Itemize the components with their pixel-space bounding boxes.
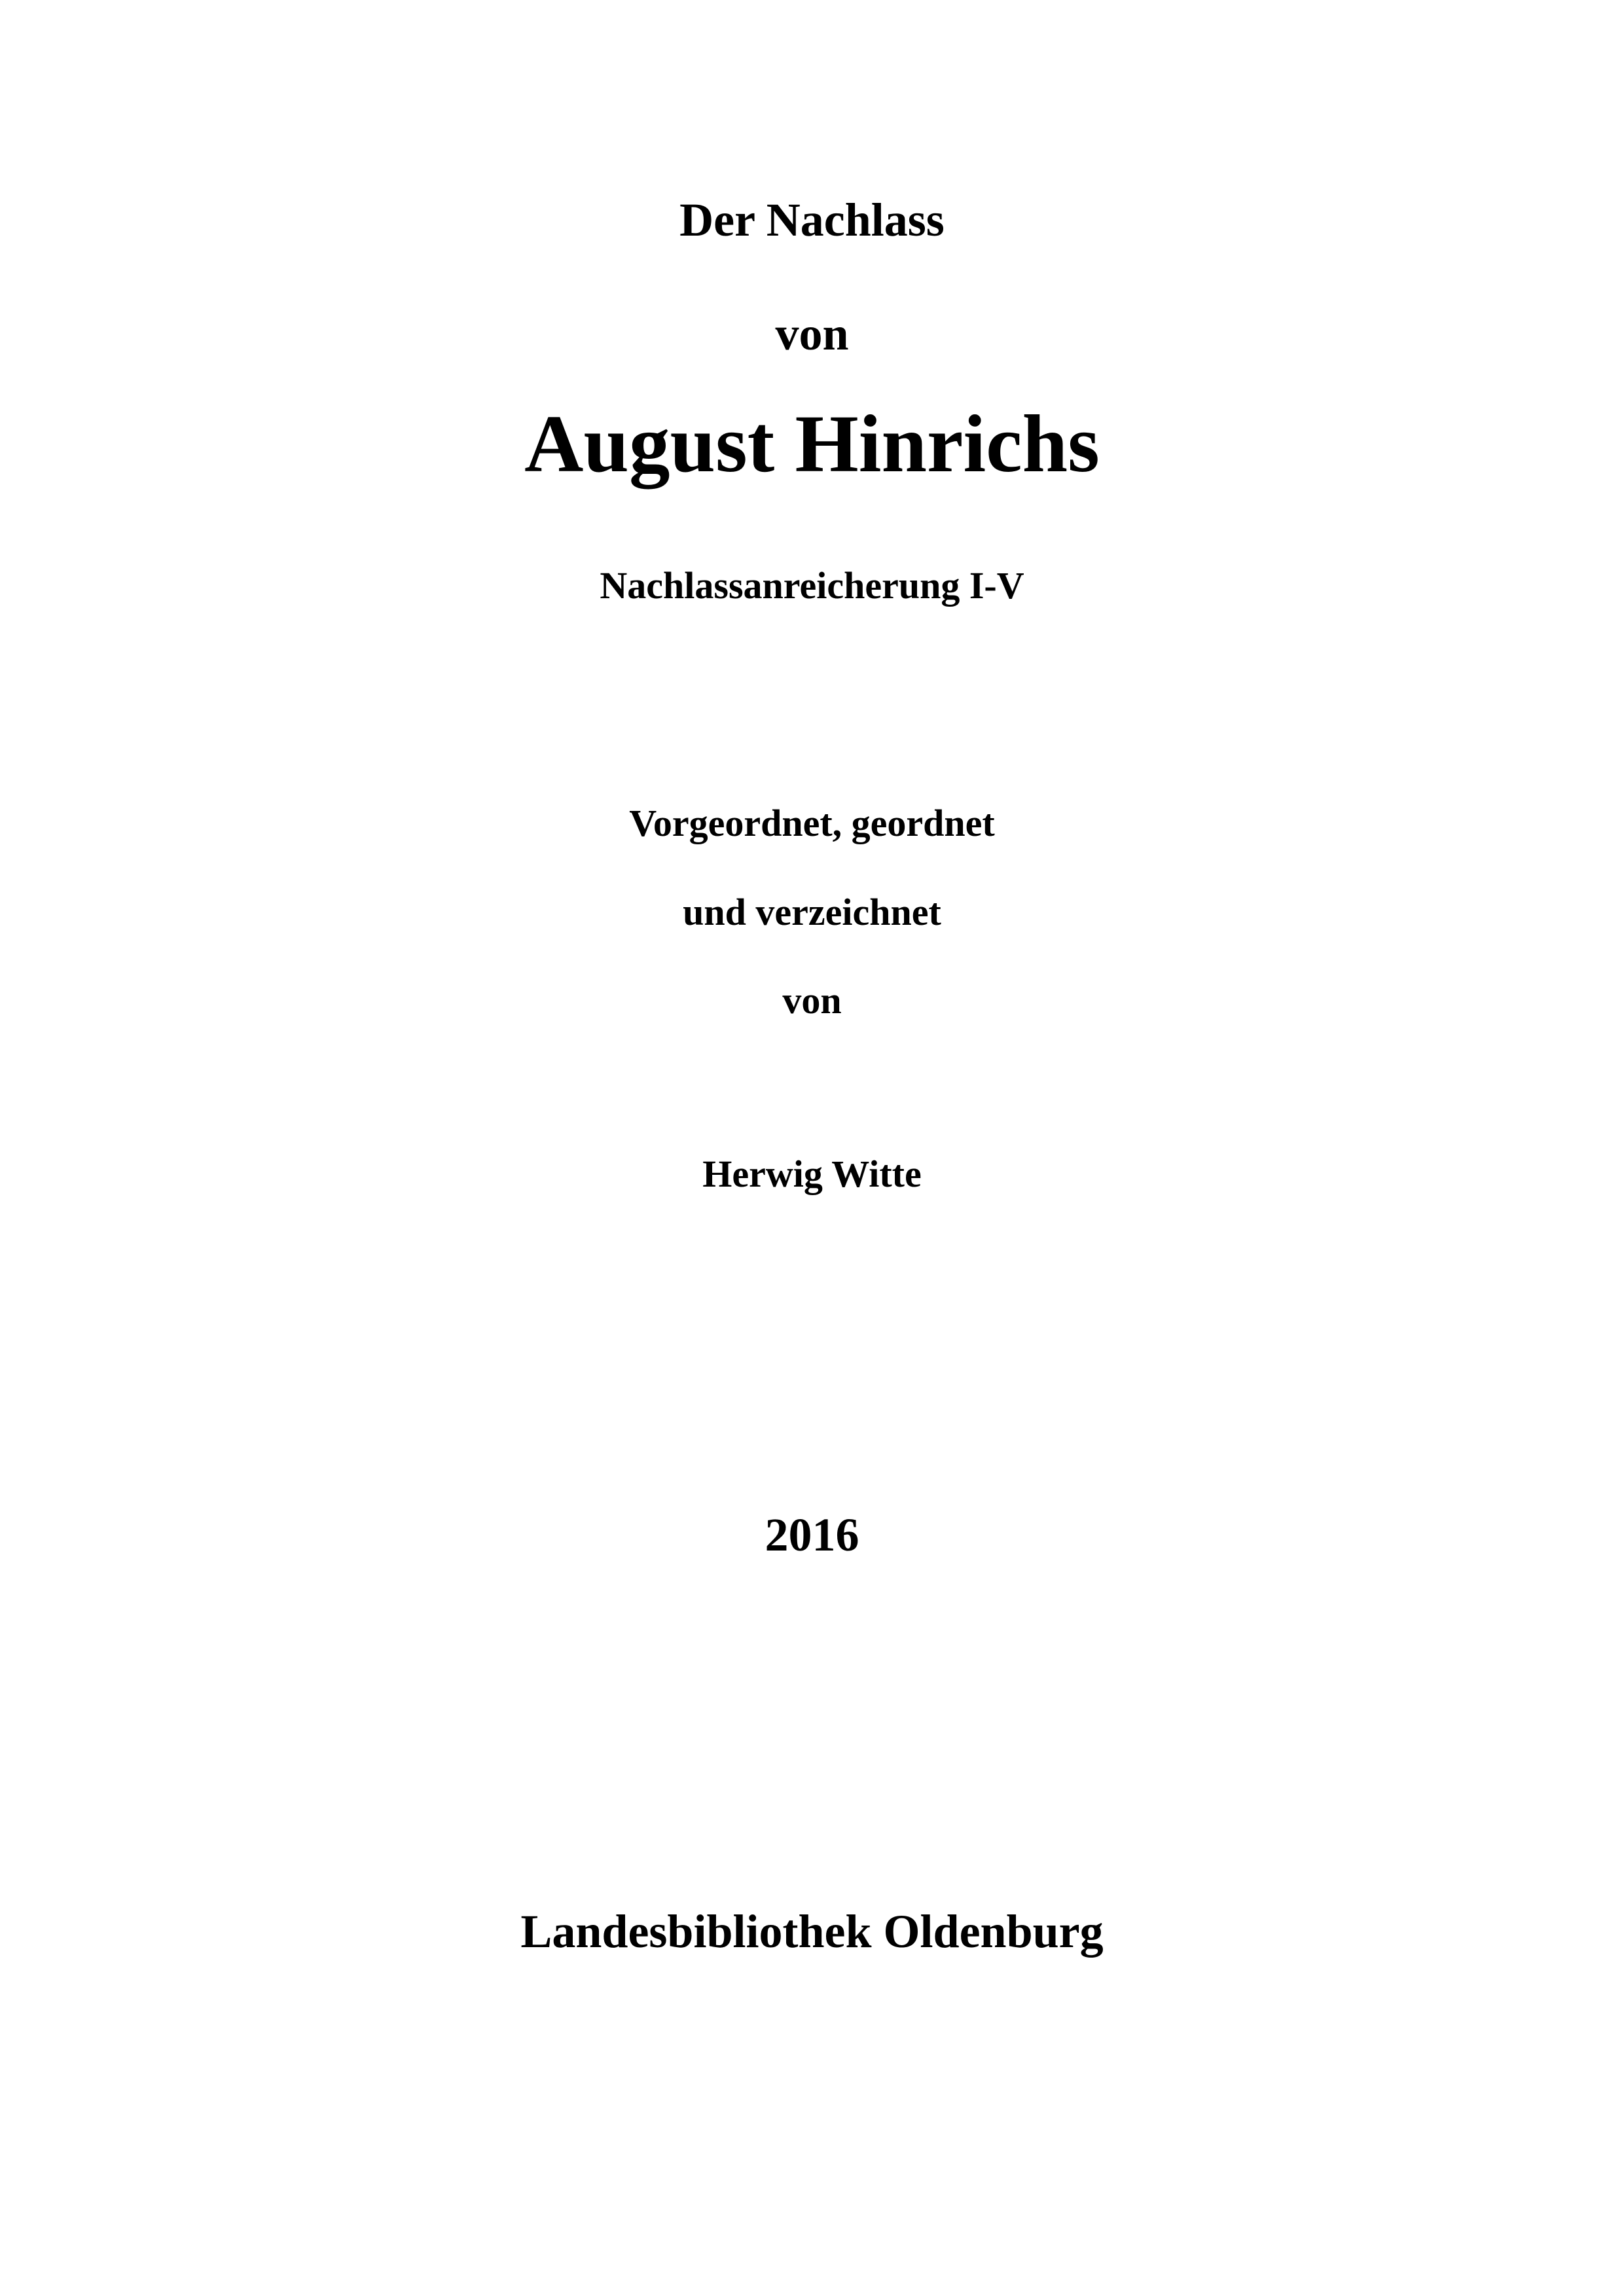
title-name: August Hinrichs <box>524 399 1100 490</box>
title-line-der-nachlass: Der Nachlass <box>679 194 945 246</box>
credit-line-2: und verzeichnet <box>683 891 941 933</box>
credit-line-1: Vorgeordnet, geordnet <box>629 802 995 844</box>
publication-year: 2016 <box>765 1509 859 1561</box>
credit-line-3: von <box>782 979 842 1022</box>
publisher: Landesbibliothek Oldenburg <box>520 1905 1104 1958</box>
title-line-von: von <box>775 308 849 360</box>
subtitle: Nachlassanreicherung I-V <box>600 564 1024 607</box>
author-name: Herwig Witte <box>702 1153 922 1195</box>
